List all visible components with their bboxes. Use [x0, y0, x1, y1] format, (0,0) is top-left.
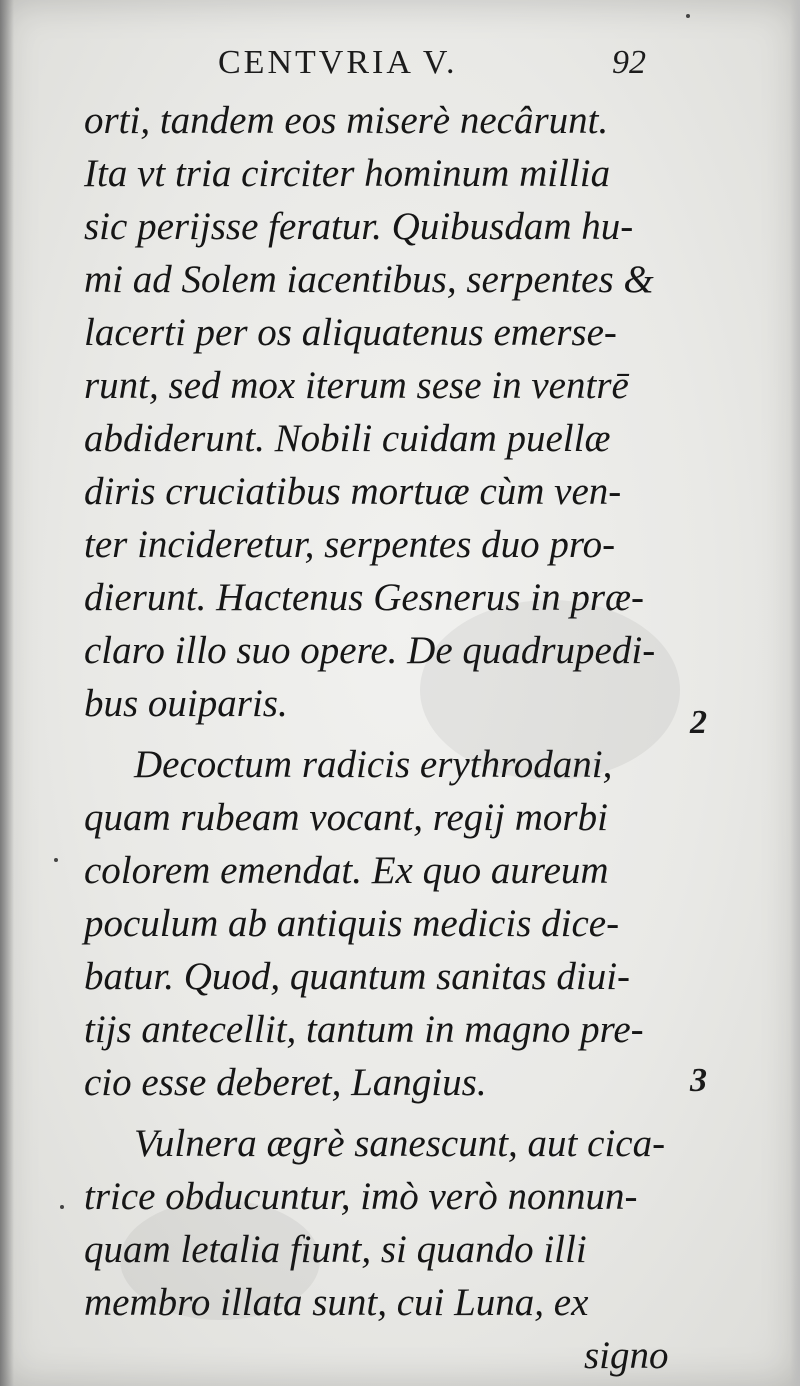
text-line: orti, tandem eos miserè necârunt. — [84, 99, 609, 142]
gutter-shadow — [0, 0, 14, 1386]
text-line: sic perijsse feratur. Quibusdam hu- — [84, 205, 634, 248]
text-line: claro illo suo opere. De quadrupedi- — [84, 629, 656, 672]
text-line: colorem emendat. Ex quo aureum — [84, 849, 609, 892]
text-line: batur. Quod, quantum sanitas diui- — [84, 955, 631, 998]
page-number: 92 — [612, 44, 646, 81]
text-line: cio esse deberet, Langius. — [84, 1061, 487, 1104]
paragraph-start-line: Vulnera ægrè sanescunt, aut cica- — [134, 1122, 666, 1165]
text-line: runt, sed mox iterum sese in ventrē — [84, 364, 629, 407]
paragraph-start-line: Decoctum radicis erythrodani, — [134, 743, 613, 786]
marginal-note-number: 2 — [690, 704, 707, 741]
text-line: tijs antecellit, tantum in magno pre- — [84, 1008, 644, 1051]
ink-speck — [54, 858, 58, 862]
ink-speck — [686, 14, 690, 18]
running-head: CENTVRIA V. — [218, 44, 458, 81]
text-line: ter incideretur, serpentes duo pro- — [84, 523, 616, 566]
text-line: diris cruciatibus mortuæ cùm ven- — [84, 470, 622, 513]
text-line: Ita vt tria circiter hominum millia — [84, 152, 611, 195]
text-line: abdiderunt. Nobili cuidam puellæ — [84, 417, 611, 460]
text-line: bus ouiparis. — [84, 682, 288, 725]
marginal-note-number: 3 — [690, 1062, 707, 1099]
catchword: signo — [584, 1334, 669, 1377]
ink-speck — [60, 1205, 64, 1209]
text-line: dierunt. Hactenus Gesnerus in præ- — [84, 576, 645, 619]
text-line: lacerti per os aliquatenus emerse- — [84, 311, 617, 354]
page-edge — [790, 0, 800, 1386]
body-text — [84, 94, 684, 1382]
text-line: membro illata sunt, cui Luna, ex — [84, 1281, 589, 1324]
text-line: mi ad Solem iacentibus, serpentes & — [84, 258, 654, 301]
text-line: trice obducuntur, imò verò nonnun- — [84, 1175, 638, 1218]
text-line: poculum ab antiquis medicis dice- — [84, 902, 620, 945]
text-line: quam letalia fiunt, si quando illi — [84, 1228, 587, 1271]
text-line: quam rubeam vocant, regij morbi — [84, 796, 608, 839]
